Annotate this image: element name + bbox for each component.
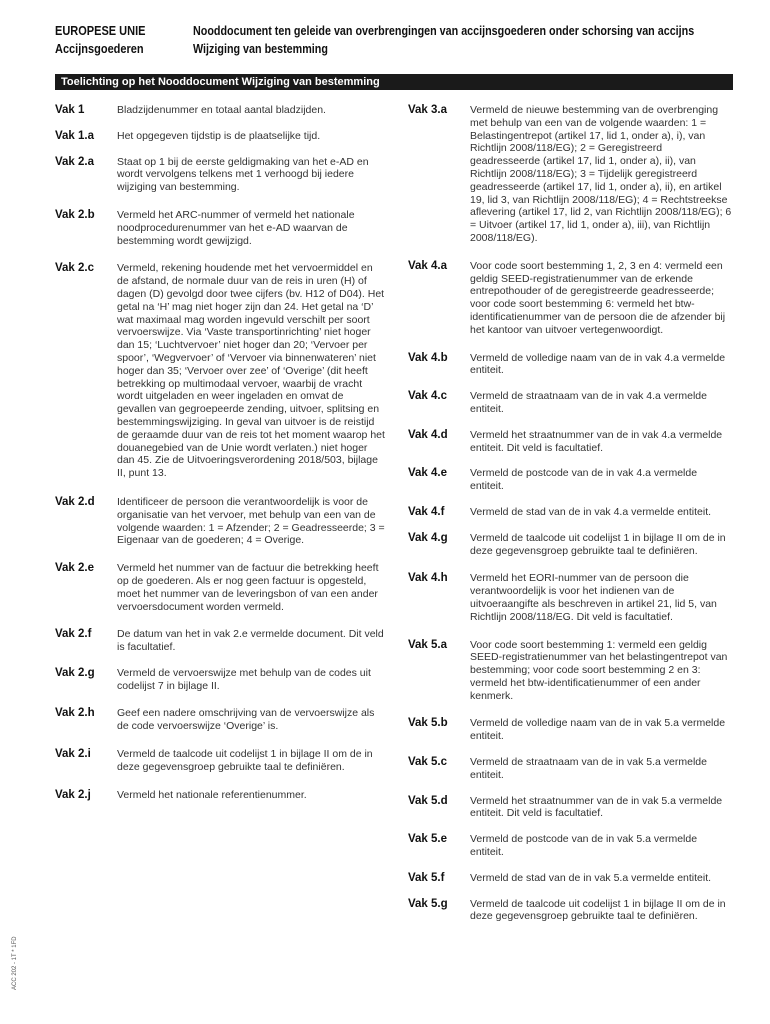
field-label: Vak 4.f (408, 505, 445, 518)
field-label: Vak 5.c (408, 756, 448, 769)
field-entry (408, 872, 733, 885)
field-description: Voor code soort bestemming 1, 2, 3 en 4: vermeld een geldig SEED-registratienummer van de erkende entrepothouder of de geregistreerde geadresseerde; voor code soort bestemming 6: vermeld het btw-identificatienummer van de persoon die de afzender bij het kantoor van uitvoer vertegenwoordigt. (470, 259, 726, 336)
field-description: Het opgegeven tijdstip is de plaatselijke tijd. (117, 129, 321, 142)
field-label: Vak 1.a (55, 129, 95, 142)
field-entry (55, 789, 385, 802)
field-entry (55, 156, 385, 194)
field-label: Vak 4.g (408, 531, 448, 544)
org-subtitle: Accijnsgoederen (55, 42, 144, 56)
field-description: Vermeld het straatnummer van de in vak 5.a vermelde entiteit. Dit veld is facultatief. (470, 794, 723, 820)
field-description: Vermeld het ARC-nummer of vermeld het nationale noodprocedurenummer van het e-AD waarvan de bestemming wordt gewijzigd. (117, 208, 355, 247)
field-label: Vak 4.c (408, 390, 448, 403)
field-label: Vak 2.e (55, 562, 95, 575)
field-description: Vermeld de volledige naam van de in vak 4.a vermelde entiteit. (470, 351, 726, 377)
field-description: Geef een nadere omschrijving van de vervoerswijze als de code vervoerswijze ‘Overige’ is. (117, 707, 375, 733)
field-entry (408, 898, 733, 924)
right-column (408, 104, 733, 923)
form-code: ACC 202 - 1T * 1FD (12, 936, 18, 990)
field-entry (408, 639, 733, 703)
field-entry (55, 262, 385, 480)
field-label: Vak 5.f (408, 871, 445, 884)
field-entry (408, 532, 733, 558)
field-description: Staat op 1 bij de eerste geldigmaking van het e-AD en wordt vervolgens telkens met 1 verhoogd bij iedere wijziging van bestemming. (117, 155, 369, 194)
field-entry (55, 707, 385, 733)
field-description: De datum van het in vak 2.e vermelde document. Dit veld is facultatief. (117, 628, 384, 654)
field-description: Vermeld de taalcode uit codelijst 1 in bijlage II om de in deze gegevensgroep gebruikte taal te definiëren. (470, 531, 726, 557)
field-entry (408, 467, 733, 493)
field-entry (408, 352, 733, 378)
field-entry (408, 260, 733, 337)
field-label: Vak 4.a (408, 259, 448, 272)
field-entry (55, 562, 385, 613)
field-label: Vak 4.h (408, 572, 448, 585)
field-label: Vak 5.a (408, 638, 448, 651)
field-label: Vak 2.c (55, 262, 95, 275)
field-entry (408, 104, 733, 245)
field-entry (408, 390, 733, 416)
field-description: Vermeld het nationale referentienummer. (117, 788, 307, 801)
field-description: Vermeld de taalcode uit codelijst 1 in bijlage II om de in deze gegevensgroep gebruikte taal te definiëren. (117, 748, 373, 773)
field-entry (408, 795, 733, 821)
field-label: Vak 2.i (55, 748, 91, 761)
field-description: Vermeld de postcode van de in vak 5.a vermelde entiteit. (470, 833, 698, 859)
field-entry (408, 717, 733, 743)
field-entry (55, 209, 385, 247)
field-entry (408, 429, 733, 455)
field-description: Vermeld de stad van de in vak 5.a vermelde entiteit. (470, 871, 712, 884)
field-label: Vak 3.a (408, 104, 448, 116)
field-description: Vermeld de taalcode uit codelijst 1 in bijlage II om de in deze gegevensgroep gebruikte taal te definiëren. (470, 897, 726, 923)
field-description: Identificeer de persoon die verantwoordelijk is voor de organisatie van het vervoer, met behulp van een van de volgende waarden: 1 = Afzender; 2 = Geadresseerde; 3 = Eigenaar van de goederen; 4 = Overige. (117, 495, 385, 547)
field-label: Vak 4.e (408, 467, 448, 480)
field-label: Vak 1 (55, 104, 85, 116)
field-label: Vak 5.b (408, 717, 448, 730)
field-description: Voor code soort bestemming 1: vermeld een geldig SEED-registratienummer van het belastingentrepot van bestemming; voor code soort bestemming 2 en 3: vermeld het btw-identificatienummer of een ander kenmerk. (470, 638, 728, 702)
issuer-block (55, 22, 145, 58)
field-label: Vak 2.d (55, 495, 95, 508)
field-entry (55, 130, 385, 143)
field-description: Vermeld de stad van de in vak 4.a vermelde entiteit. (470, 505, 712, 518)
field-description: Vermeld, rekening houdende met het vervoermiddel en de afstand, de normale duur van de reis in uren (H) of dagen (D) gevolgd door twee cijfers (bv. H12 of D04). Het getal na ‘H’ mag niet hoger zijn dan 24. Het getal na ‘D’ wat maximaal mag worden ingevuld verschilt per soort vervoerswijze. Via ‘Vaste transportinrichting’ niet hoger dan 15; ‘Luchtvervoer’ niet hoger dan 20; ‘Vervoer per spoor’, ‘Wegvervoer’ of ‘Vervoer via binnenwateren’ niet hoger dan 35; ‘Vervoer over zee’ of ‘Overige’ (dit heeft betrekking op multimodaal vervoer, waarbij de vracht wordt uitgeladen en weer ingeladen en omvat de gevallen van gegroepeerde zending, uitvoer, splitsing en bestemmingswijziging. In geval van uitvoer is de reistijd de geraamde duur van de reis tot het moment waarop het douanegebied van de Unie wordt verlaten.) niet hoger dan 45. Zie de Uitvoeringsverordening 2018/503, bijlage II, punt 13. (117, 262, 385, 480)
field-entry (408, 833, 733, 859)
field-description: Vermeld het nummer van de factuur die betrekking heeft op de goederen. Als er nog geen factuur is opgesteld, moet het nummer van de leveringsbon of van een ander vervoersdocument worden vermeld. (117, 562, 379, 613)
field-description: Vermeld de nieuwe bestemming van de overbrenging met behulp van een van de volgende waarden: 1 = Belastingentrepot (artikel 17, lid 1, onder a), i), van Richtlijn 2008/118/EG); 2 = Geregistreerd geadresseerde (artikel 17, lid 1, onder a), ii), van Richtlijn 2008/118/EG); 3 = Tijdelijk geregistreerd geadresseerde (artikel 17, lid 1, onder a), ii), en artikel 19, lid 3, van Richtlijn 2008/118/EG); 4 = Rechtstreekse aflevering (artikel 17, lid 2, van Richtlijn 2008/118/EG); 6 = Uitvoer (artikel 17, lid 1, onder a), iii), van Richtlijn 2008/118/EG). (470, 104, 732, 244)
field-description: Vermeld het EORI-nummer van de persoon die verantwoordelijk is voor het indienen van de uitvoeraangifte als beschreven in artikel 21, lid 5, van Richtlijn 2008/118/EG. Dit veld is facultatief. (470, 572, 717, 623)
field-description: Vermeld de vervoerswijze met behulp van de codes uit codelijst 7 in bijlage II. (117, 666, 371, 692)
field-entry (408, 756, 733, 782)
field-description: Vermeld de volledige naam van de in vak 5.a vermelde entiteit. (470, 717, 726, 743)
field-label: Vak 5.e (408, 833, 448, 846)
field-entry (55, 104, 385, 117)
field-entry (408, 572, 733, 623)
field-description: Bladzijdenummer en totaal aantal bladzijden. (117, 104, 326, 116)
field-label: Vak 4.b (408, 351, 448, 364)
field-label: Vak 2.b (55, 208, 95, 221)
field-label: Vak 2.h (55, 707, 95, 720)
field-entry (55, 628, 385, 654)
field-description: Vermeld de straatnaam van de in vak 4.a vermelde entiteit. (470, 390, 707, 415)
field-entry (408, 506, 733, 519)
field-description: Vermeld het straatnummer van de in vak 4.a vermelde entiteit. Dit veld is facultatief. (470, 428, 723, 454)
field-entry (55, 748, 385, 774)
org-name: EUROPESE UNIE (55, 24, 146, 38)
field-description: Vermeld de postcode van de in vak 4.a vermelde entiteit. (470, 467, 698, 493)
left-column (55, 104, 385, 801)
field-label: Vak 5.d (408, 794, 448, 807)
field-label: Vak 2.a (55, 155, 95, 168)
document-title: Nooddocument ten geleide van overbrengingen van accijnsgoederen onder schorsing van accijns (193, 24, 695, 38)
field-description: Vermeld de straatnaam van de in vak 5.a vermelde entiteit. (470, 756, 707, 781)
section-title: Toelichting op het Nooddocument Wijziging van bestemming (55, 74, 733, 90)
document-subtitle: Wijziging van bestemming (193, 42, 328, 56)
field-label: Vak 4.d (408, 428, 448, 441)
field-label: Vak 2.g (55, 666, 95, 679)
field-label: Vak 5.g (408, 897, 448, 910)
field-entry (55, 496, 385, 547)
field-entry (55, 667, 385, 693)
field-label: Vak 2.f (55, 628, 92, 641)
document-title-block (193, 22, 694, 58)
field-label: Vak 2.j (55, 788, 91, 801)
